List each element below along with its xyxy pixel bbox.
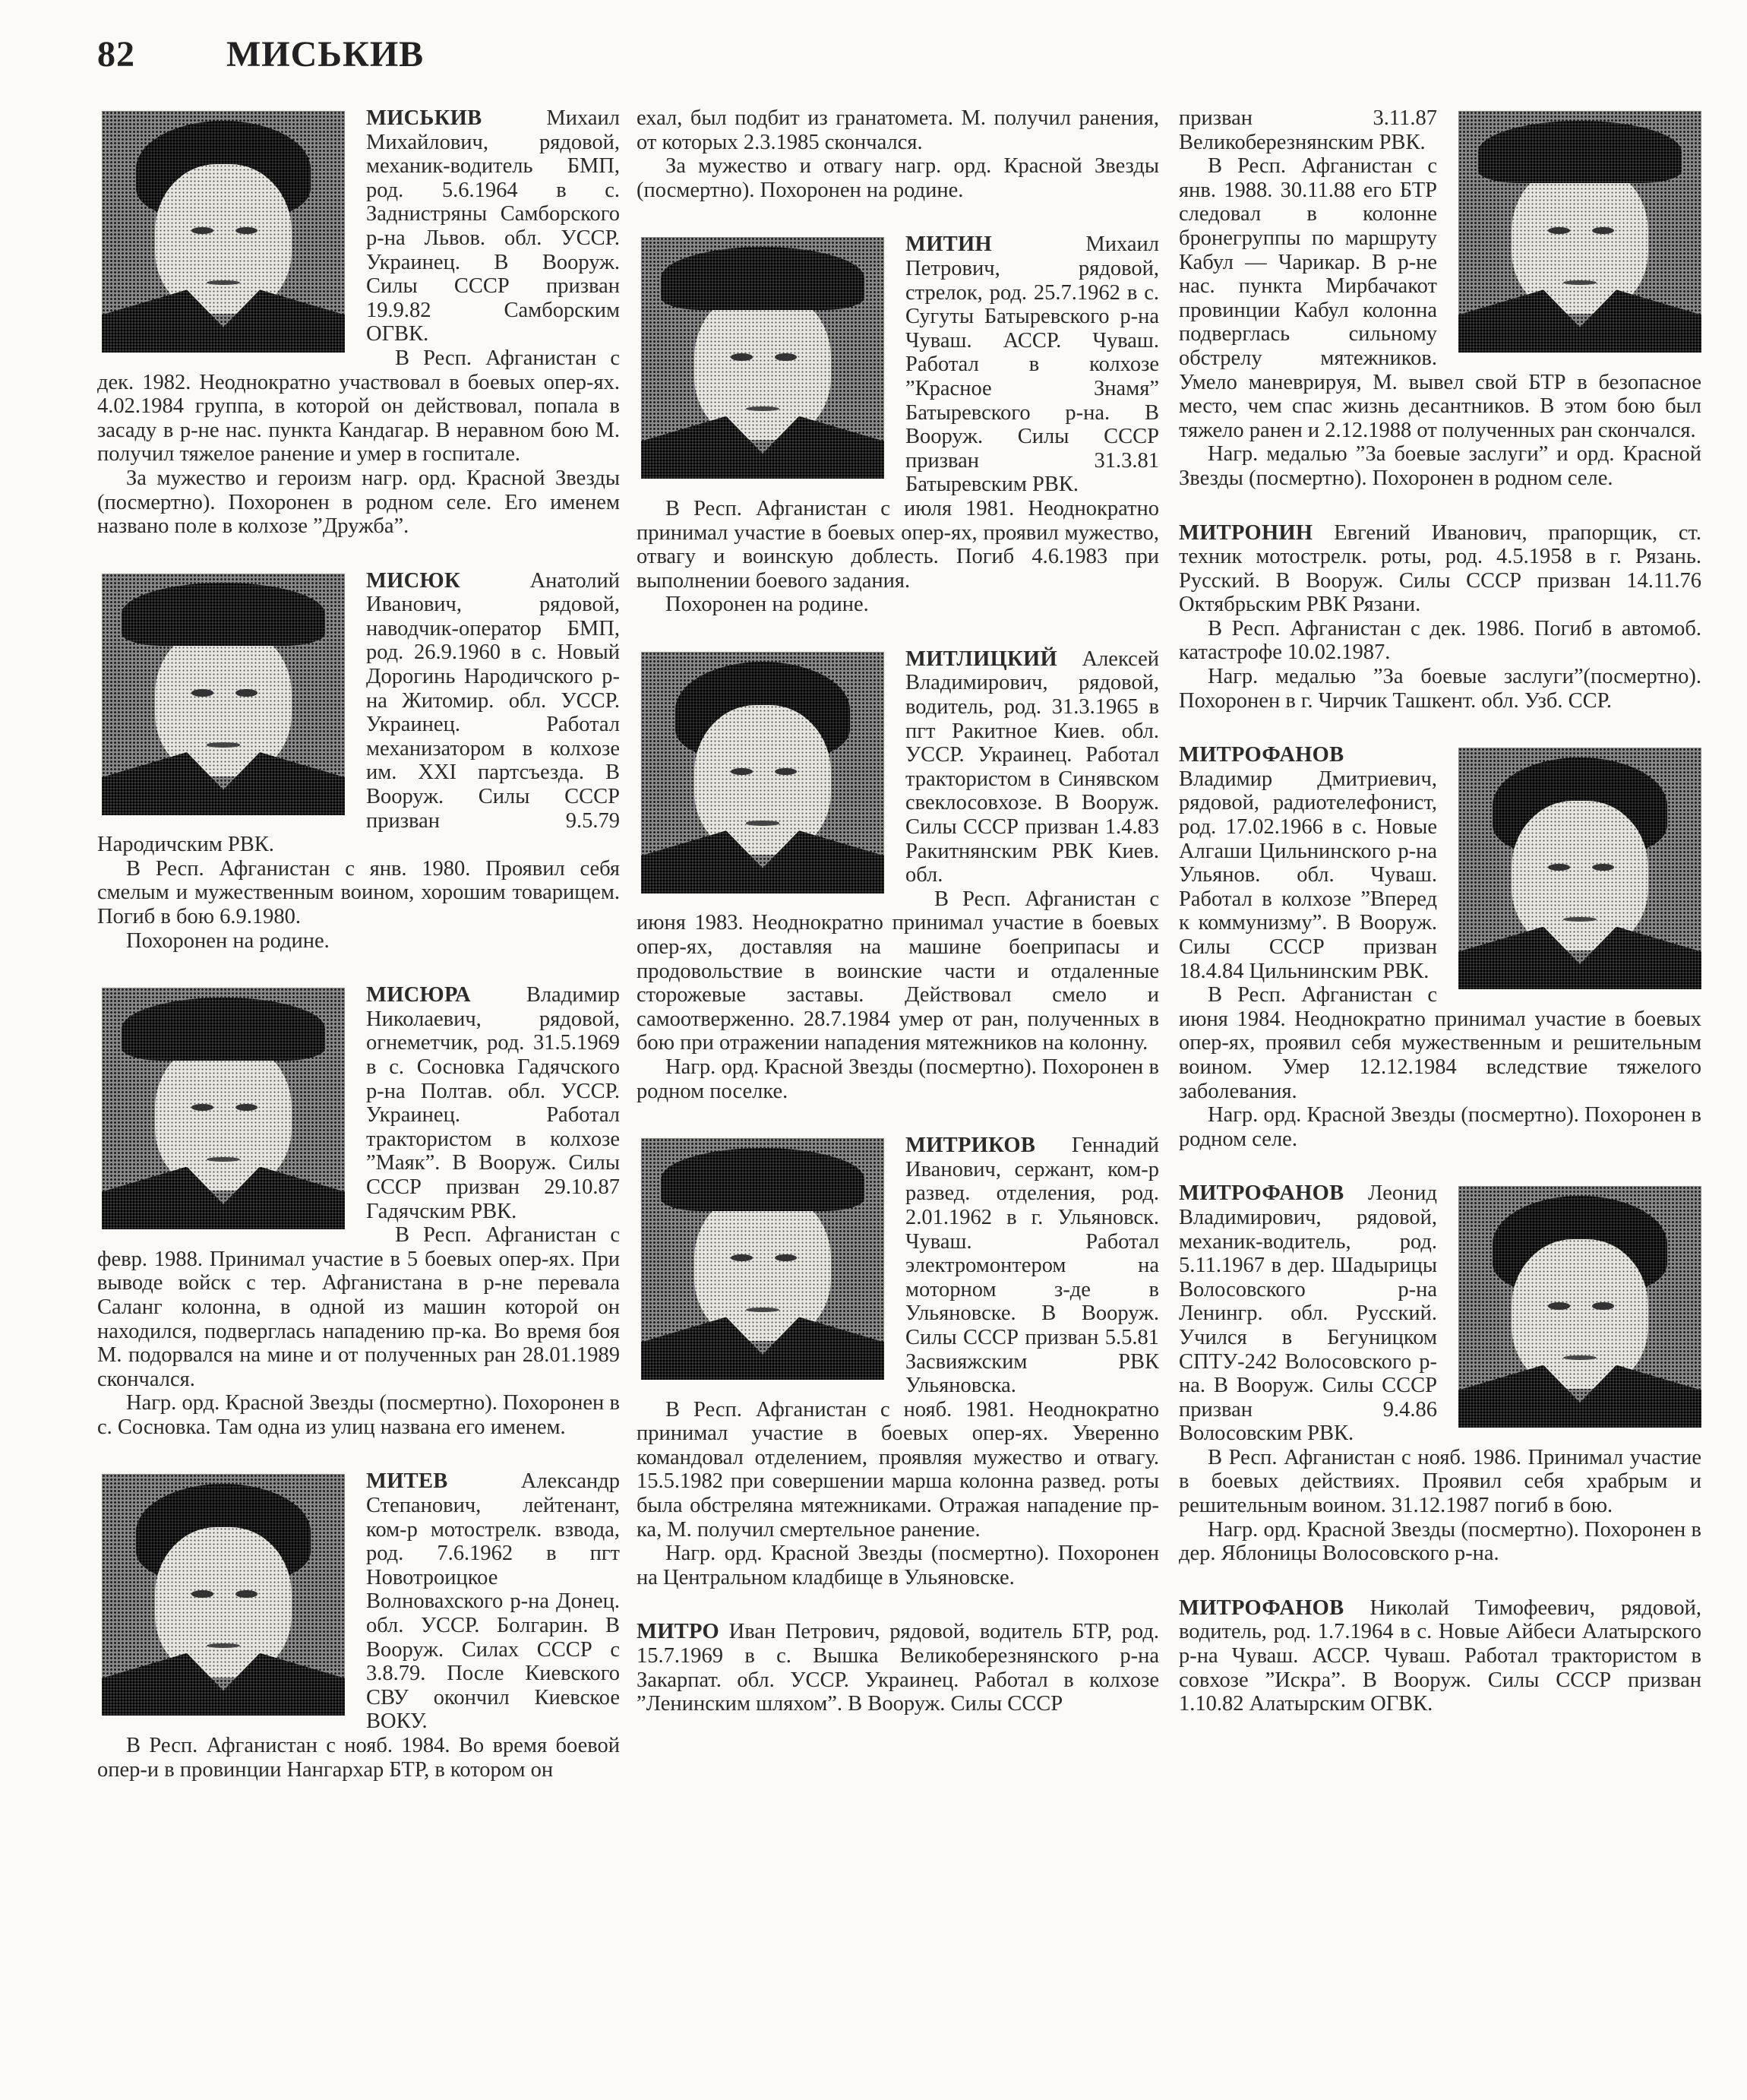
photo-feature: [746, 1308, 780, 1312]
paragraph-text: Нагр. орд. Красной Звезды (посмертно). Похоронен на Центральном кладбище в Ульяновске.: [637, 1542, 1159, 1589]
entry-paragraph: [637, 1398, 1159, 1542]
photo-face: [155, 164, 291, 314]
entry-surname: МИСЬКИВ: [366, 106, 482, 130]
portrait-photo: [641, 652, 884, 893]
paragraph-text: Михаил Михайлович, рядовой, механик-водитель БМП, род. 5.6.1964 в с. Заднистряны Самборского р-на Львов. обл. УССР. Украинец. В Вооруж. Силы СССР призван 19.9.82 Самборским ОГВК.: [366, 106, 620, 346]
photo-feature: [1548, 227, 1570, 235]
photo-face: [155, 1527, 291, 1677]
entry-paragraph: [1179, 106, 1701, 154]
paragraph-text: В Респ. Афганистан с февр. 1988. Принимал участие в 5 боевых опер-ях. При выводе войск с тер. Афганистана в р-не перевала Саланг колонна, в одной из машин которой он находился, подверглась нападению пр-ка. Во время боя М. подорвался на мине и от полученных ран 28.01.1989 скончался.: [97, 1223, 620, 1391]
portrait-photo: [641, 1138, 884, 1380]
paragraph-text: Нагр. орд. Красной Звезды (посмертно). Похоронен в с. Сосновка. Там одна из улиц названа его именем.: [97, 1391, 620, 1439]
entry-surname: МИТЕВ: [366, 1469, 448, 1494]
paragraph-text: Геннадий Иванович, сержант, ком-р развед. отделения, род. 2.01.1962 в г. Ульяновск. Чуваш. Работал электромонтером на моторном з-де в Ульяновске. В Вооруж. Силы СССР призван 5.5.81 Засвияжским РВК Ульяновска.: [905, 1134, 1159, 1398]
entry-paragraph: [1179, 743, 1701, 983]
entry-paragraph: [637, 497, 1159, 593]
entry-surname: МИТРОНИН: [1179, 520, 1313, 545]
photo-feature: [775, 353, 797, 361]
entry-paragraph: [1179, 665, 1701, 713]
photo-face: [155, 1041, 291, 1191]
paragraph-text: Николай Тимофеевич, рядовой, водитель, род. 1.7.1964 в с. Новые Айбеси Алатырского р-на Чуваш. АССР. Чуваш. Работал трактористом в совхозе ”Искра”. В Вооруж. Силы СССР призван 1.10.82 Алатырским ОГВК.: [1179, 1596, 1701, 1716]
entry-paragraph: [637, 1134, 1159, 1398]
biography-entry: [97, 983, 620, 1439]
paragraph-text: Иван Петрович, рядовой, водитель БТР, род. 15.7.1969 в с. Вышка Великоберезнянского р-на Закарпат. обл. УССР. Украинец. Работал в колхозе ”Ленинским шляхом”. В Вооруж. Силы СССР: [637, 1620, 1159, 1716]
photo-feature: [746, 821, 780, 825]
paragraph-text: Нагр. орд. Красной Звезды (посмертно). Похоронен в родном поселке.: [637, 1055, 1159, 1103]
photo-feature: [191, 1590, 213, 1598]
entry-paragraph: [97, 106, 620, 346]
photo-feature: [235, 689, 257, 697]
paragraph-text: Михаил Петрович, рядовой, стрелок, род. 25.7.1962 в с. Сугуты Батыревского р-на Чуваш. АССР. Чуваш. Работал в колхозе ”Красное Знамя” Батыревского р-на. В Вооруж. Силы СССР призван 31.3.81 Батыревским РВК.: [905, 232, 1159, 497]
paragraph-text: ехал, был подбит из гранатомета. М. получил ранения, от которых 2.3.1985 скончался.: [637, 106, 1159, 154]
entry-paragraph: [97, 1734, 620, 1782]
entry-paragraph: [637, 647, 1159, 887]
entry-surname: МИТРО: [637, 1620, 719, 1644]
paragraph-text: В Респ. Афганистан с дек. 1982. Неоднократно участвовал в боевых опер-ях. 4.02.1984 группа, в которой он действовал, попала в засаду в р-не нас. пункта Кандагар. В неравном бою М. получил тяжелое ранение и умер в госпитале.: [97, 346, 620, 466]
entry-paragraph: [1179, 1446, 1701, 1518]
biography-entry: [97, 1469, 620, 1782]
entry-paragraph: [1179, 1518, 1701, 1566]
photo-feature: [1548, 1302, 1570, 1310]
photo-face: [1512, 1239, 1647, 1389]
entry-paragraph: [637, 1620, 1159, 1716]
entry-paragraph: [1179, 442, 1701, 490]
entry-paragraph: [97, 346, 620, 466]
entry-paragraph: [637, 887, 1159, 1055]
page-number: 82: [97, 34, 135, 74]
entry-paragraph: [97, 569, 620, 857]
paragraph-text: Нагр. орд. Красной Звезды (посмертно). Похоронен в дер. Яблоницы Волосовского р-на.: [1179, 1517, 1701, 1566]
entry-paragraph: [97, 1391, 620, 1439]
biography-entry: [637, 1620, 1159, 1716]
photo-cap: [122, 998, 326, 1061]
photo-cap: [661, 247, 865, 310]
entry-surname: МИТРОФАНОВ: [1179, 1181, 1344, 1206]
paragraph-text: В Респ. Афганистан с янв. 1980. Проявил себя смелым и мужественным воином, хорошим товарищем. Погиб в бою 6.9.1980.: [97, 856, 620, 928]
entry-paragraph: [97, 983, 620, 1223]
paragraph-text: В Респ. Афганистан с янв. 1988. 30.11.88 его БТР следовал в колонне бронегруппы по маршруту Кабул — Чарикар. В р-не нас. пункта Мирбачакот провинции Кабул колонна подверглась сильному обстрелу мятежников. Умело маневрируя, М. вывел свой БТР в безопасное место, чем спас жизнь десантников. В этом бою был тяжело ранен и 2.12.1988 от полученных ран скончался.: [1179, 154, 1701, 442]
paragraph-text: В Респ. Афганистан с дек. 1986. Погиб в автомоб. катастрофе 10.02.1987.: [1179, 616, 1701, 665]
photo-face: [1512, 801, 1647, 950]
photo-feature: [207, 280, 241, 285]
paragraph-text: Александр Степанович, лейтенант, ком-р мотострелк. взвода, род. 7.6.1962 в пгт Новотроицкое Волновахского р-на Донец. обл. УССР. Болгарин. В Вооруж. Силах СССР с 3.8.79. После Киевского СВУ окончил Киевское ВОКУ.: [366, 1469, 620, 1734]
biography-entry: [1179, 1181, 1701, 1566]
photo-feature: [731, 353, 753, 361]
photo-face: [694, 1191, 830, 1341]
paragraph-text: В Респ. Афганистан с июля 1981. Неоднократно принимал участие в боевых опер-ях, проявил мужество, отвагу и воинскую доблесть. Погиб 4.6.1983 при выполнении боевого задания.: [637, 496, 1159, 593]
entry-paragraph: [1179, 617, 1701, 665]
entry-paragraph: [1179, 1596, 1701, 1716]
photo-feature: [191, 689, 213, 697]
photo-cap: [661, 1148, 865, 1211]
paragraph-text: В Респ. Афганистан с июня 1983. Неоднократно принимал участие в боевых опер-ях, доставляя на машине боеприпасы и продовольствие в воинские части и отдаленные сторожевые заставы. Действовал смело и самоотверженно. 28.7.1984 умер от ран, полученных в бою при отражении нападения мятежников на колонну.: [637, 887, 1159, 1055]
paragraph-text: Нагр. медалью ”За боевые заслуги”(посмертно). Похоронен в г. Чирчик Ташкент. обл. Узб. ССР.: [1179, 665, 1701, 713]
biography-entry: [1179, 1596, 1701, 1716]
portrait-photo: [102, 988, 345, 1229]
photo-feature: [1563, 280, 1597, 285]
photo-feature: [1592, 227, 1614, 235]
photo-cap: [1478, 121, 1682, 184]
biography-entry: [637, 1134, 1159, 1589]
entry-surname: МИТИН: [905, 232, 992, 257]
entry-paragraph: [97, 1223, 620, 1391]
running-head: [97, 33, 424, 75]
biography-entry: [1179, 743, 1701, 1151]
paragraph-text: За мужество и героизм нагр. орд. Красной Звезды (посмертно). Похоронен в родном селе. Его именем названо поле в колхозе ”Дружба”.: [97, 466, 620, 539]
photo-feature: [1592, 1302, 1614, 1310]
photo-face: [694, 290, 830, 440]
paragraph-text: Нагр. медалью ”За боевые заслуги” и орд. Красной Звезды (посмертно). Похоронен в родном селе.: [1179, 442, 1701, 490]
entry-paragraph: [637, 232, 1159, 497]
entry-paragraph: [637, 154, 1159, 202]
paragraph-text: В Респ. Афганистан с июня 1984. Неоднократно принимал участие в боевых опер-ях, проявил себя мужественным и решительным воином. Умер 12.12.1984 вследствие тяжелого заболевания.: [1179, 983, 1701, 1103]
paragraph-text: Леонид Владимирович, рядовой, механик-водитель, род. 5.11.1967 в дер. Шадырицы Волосовского р-на Ленингр. обл. Русский. Учился в Бегуницком СПТУ-242 Волосовского р-на. В Вооруж. Силы СССР призван 9.4.86 Волосовским РВК.: [1179, 1181, 1437, 1446]
portrait-photo: [1458, 748, 1701, 989]
entry-surname: МИСЮК: [366, 568, 460, 593]
entry-paragraph: [97, 857, 620, 929]
entry-surname: МИТРОФАНОВ: [1179, 1596, 1344, 1620]
biography-entry: [637, 232, 1159, 617]
biography-entry: [637, 647, 1159, 1103]
entry-paragraph: [637, 593, 1159, 617]
paragraph-text: Алексей Владимирович, рядовой, водитель, род. 31.3.1965 в пгт Ракитное Киев. обл. УССР. Украинец. Работал трактористом в Синявском свеклосовхозе. В Вооруж. Силы СССР призван 1.4.83 Ракитнянским РВК Киев. обл.: [905, 647, 1159, 887]
entry-surname: МИТРОФАНОВ: [1179, 743, 1344, 767]
paragraph-text: призван 3.11.87 Великоберезнянским РВК.: [1179, 106, 1437, 154]
paragraph-text: Владимир Николаевич, рядовой, огнеметчик, род. 31.5.1969 в с. Сосновка Гадячского р-на Полтав. обл. УССР. Украинец. Работал трактористом в колхозе ”Маяк”. В Вооруж. Силы СССР призван 29.10.87 Гадячским РВК.: [366, 983, 620, 1223]
entry-surname: МИСЮРА: [366, 983, 471, 1007]
paragraph-text: Нагр. орд. Красной Звезды (посмертно). Похоронен в родном селе.: [1179, 1103, 1701, 1151]
portrait-photo: [102, 111, 345, 353]
entry-surname: МИТРИКОВ: [905, 1134, 1036, 1158]
paragraph-text: В Респ. Афганистан с нояб. 1981. Неоднократно принимал участие в боевых опер-ях. Уверенно командовал отделением, проявляя мужество и отвагу. 15.5.1982 при совершении марша колонна развед. роты была обстреляна мятежниками. Отражая нападение пр-ка, М. получил смертельное ранение.: [637, 1397, 1159, 1542]
entry-paragraph: [1179, 1103, 1701, 1151]
photo-face: [1512, 164, 1647, 314]
photo-cap: [122, 583, 326, 646]
portrait-photo: [102, 574, 345, 815]
entry-paragraph: [1179, 1181, 1701, 1446]
paragraph-text: Анатолий Иванович, рядовой, наводчик-оператор БМП, род. 26.9.1960 в с. Новый Дорогинь Народичского р-на Житомир. обл. УССР. Украинец. Работал механизатором в колхозе им. XXI партсъезда. В Вооруж. Силы СССР призван 9.5.79 Народичским РВК.: [97, 568, 620, 857]
photo-feature: [207, 742, 241, 747]
column-1: [97, 106, 620, 1812]
portrait-photo: [102, 1474, 345, 1716]
paragraph-text: Владимир Дмитриевич, рядовой, радиотелефонист, род. 17.02.1966 в с. Новые Алгаши Цильнинского р-на Ульянов. обл. Чуваш. Работал в колхозе ”Вперед к коммунизму”. В Вооруж. Силы СССР призван 18.4.84 Цильнинским РВК.: [1179, 767, 1437, 983]
entry-paragraph: [97, 929, 620, 954]
portrait-photo: [1458, 111, 1701, 353]
paragraph-text: Похоронен на родине.: [665, 593, 869, 617]
paragraph-text: В Респ. Афганистан с нояб. 1986. Принимал участие в боевых действиях. Проявил себя храбрым и решительным воином. 31.12.1987 погиб в бою.: [1179, 1445, 1701, 1518]
photo-face: [155, 627, 291, 776]
entry-paragraph: [1179, 983, 1701, 1103]
photo-feature: [775, 768, 797, 776]
entry-paragraph: [637, 1542, 1159, 1589]
entry-paragraph: [97, 466, 620, 539]
column-3: [1179, 106, 1701, 1747]
photo-feature: [235, 227, 257, 235]
paragraph-text: Евгений Иванович, прапорщик, ст. техник мотострелк. роты, род. 4.5.1958 в г. Рязань. Русский. В Вооруж. Силы СССР призван 14.11.76 Октябрьским РВК Рязани.: [1179, 520, 1701, 617]
paragraph-text: За мужество и отвагу нагр. орд. Красной Звезды (посмертно). Похоронен на родине.: [637, 154, 1159, 202]
photo-feature: [191, 227, 213, 235]
biography-entry: [1179, 521, 1701, 713]
photo-feature: [235, 1590, 257, 1598]
paragraph-text: В Респ. Афганистан с нояб. 1984. Во время боевой опер-и в провинции Нангархар БТР, в котором он: [97, 1734, 620, 1782]
portrait-photo: [641, 237, 884, 479]
biography-entry: [97, 569, 620, 954]
photo-feature: [731, 768, 753, 776]
entry-paragraph: [1179, 521, 1701, 617]
entry-surname: МИТЛИЦКИЙ: [905, 647, 1057, 671]
biography-entry: [97, 106, 620, 539]
entry-paragraph: [637, 1055, 1159, 1103]
column-2: [637, 106, 1159, 1747]
photo-face: [694, 705, 830, 855]
biography-entry: [637, 106, 1159, 202]
portrait-photo: [1458, 1186, 1701, 1428]
entry-paragraph: [97, 1469, 620, 1734]
biography-entry: [1179, 106, 1701, 491]
running-title: МИСЬКИВ: [226, 34, 425, 74]
entry-paragraph: [637, 106, 1159, 154]
paragraph-text: Похоронен на родине.: [126, 928, 330, 953]
